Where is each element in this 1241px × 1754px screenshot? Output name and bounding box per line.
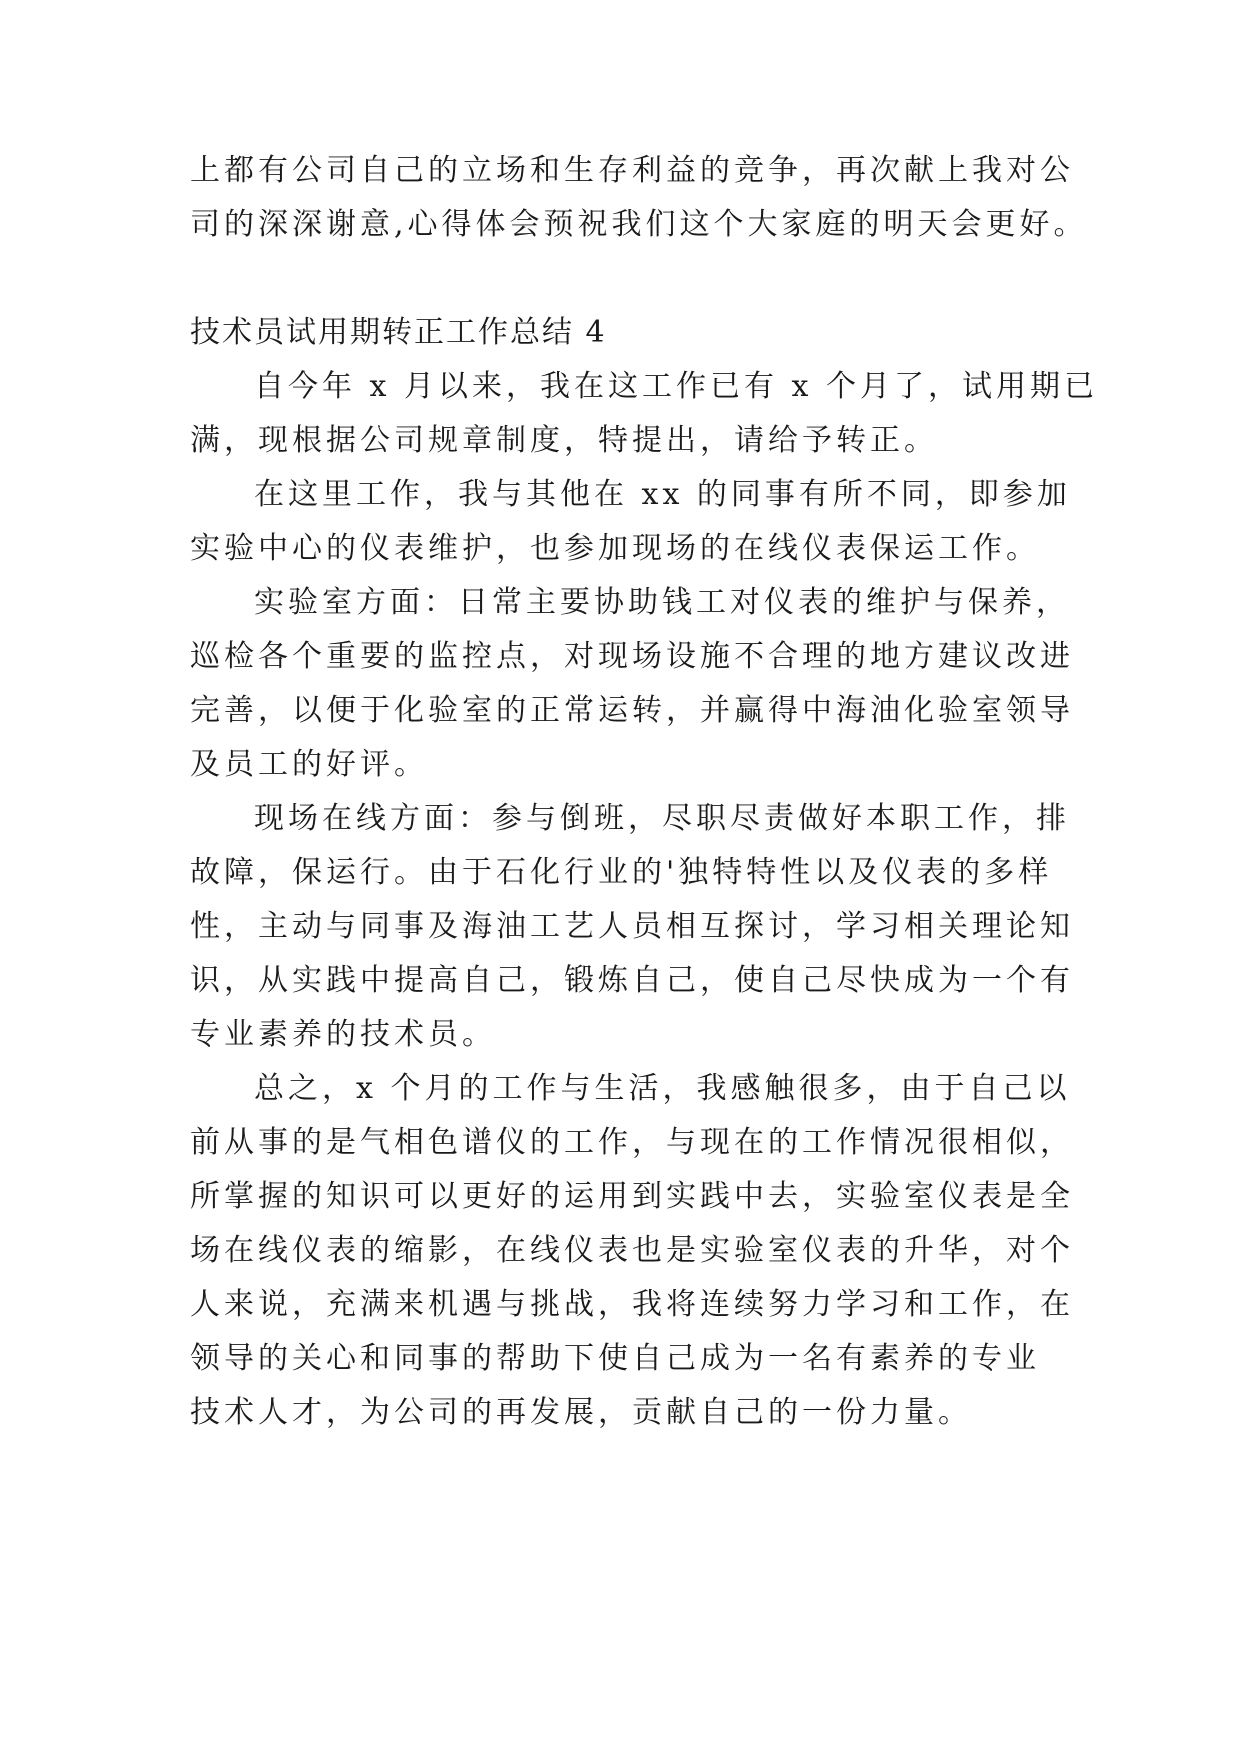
text-line: 人来说，充满来机遇与挑战，我将连续努力学习和工作，在 — [190, 1287, 1074, 1322]
text-line: 所掌握的知识可以更好的运用到实践中去，实验室仪表是全 — [190, 1179, 1074, 1214]
text-line: 满，现根据公司规章制度，特提出，请给予转正。 — [190, 423, 938, 458]
text-line: 司的深深谢意,心得体会预祝我们这个大家庭的明天会更好。 — [190, 207, 1088, 242]
text-line: 总之，x 个月的工作与生活，我感触很多，由于自己以 — [254, 1071, 1071, 1106]
text-line: 专业素养的技术员。 — [190, 1017, 496, 1052]
text-line: 实验中心的仪表维护，也参加现场的在线仪表保运工作。 — [190, 531, 1040, 566]
text-line: 识，从实践中提高自己，锻炼自己，使自己尽快成为一个有 — [190, 963, 1074, 998]
text-line: 在这里工作，我与其他在 xx 的同事有所不同，即参加 — [254, 477, 1071, 512]
text-line: 及员工的好评。 — [190, 747, 428, 782]
text-line: 自今年 x 月以来，我在这工作已有 x 个月了，试用期已 — [254, 369, 1098, 404]
text-line: 领导的关心和同事的帮助下使自己成为一名有素养的专业 — [190, 1341, 1040, 1376]
text-line: 故障，保运行。由于石化行业的'独特特性以及仪表的多样 — [190, 855, 1053, 890]
text-line: 完善，以便于化验室的正常运转，并赢得中海油化验室领导 — [190, 693, 1074, 728]
text-line: 上都有公司自己的立场和生存利益的竞争，再次献上我对公 — [190, 153, 1074, 188]
text-line: 巡检各个重要的监控点，对现场设施不合理的地方建议改进 — [190, 639, 1074, 674]
text-line: 技术人才，为公司的再发展，贡献自己的一份力量。 — [190, 1395, 972, 1430]
text-line: 性，主动与同事及海油工艺人员相互探讨，学习相关理论知 — [190, 909, 1074, 944]
text-line: 现场在线方面：参与倒班，尽职尽责做好本职工作，排 — [254, 801, 1070, 836]
section-heading: 技术员试用期转正工作总结 4 — [190, 315, 607, 350]
text-line: 实验室方面：日常主要协助钱工对仪表的维护与保养， — [254, 585, 1070, 620]
text-line: 场在线仪表的缩影，在线仪表也是实验室仪表的升华，对个 — [190, 1233, 1074, 1268]
text-line: 前从事的是气相色谱仪的工作，与现在的工作情况很相似， — [190, 1125, 1074, 1160]
